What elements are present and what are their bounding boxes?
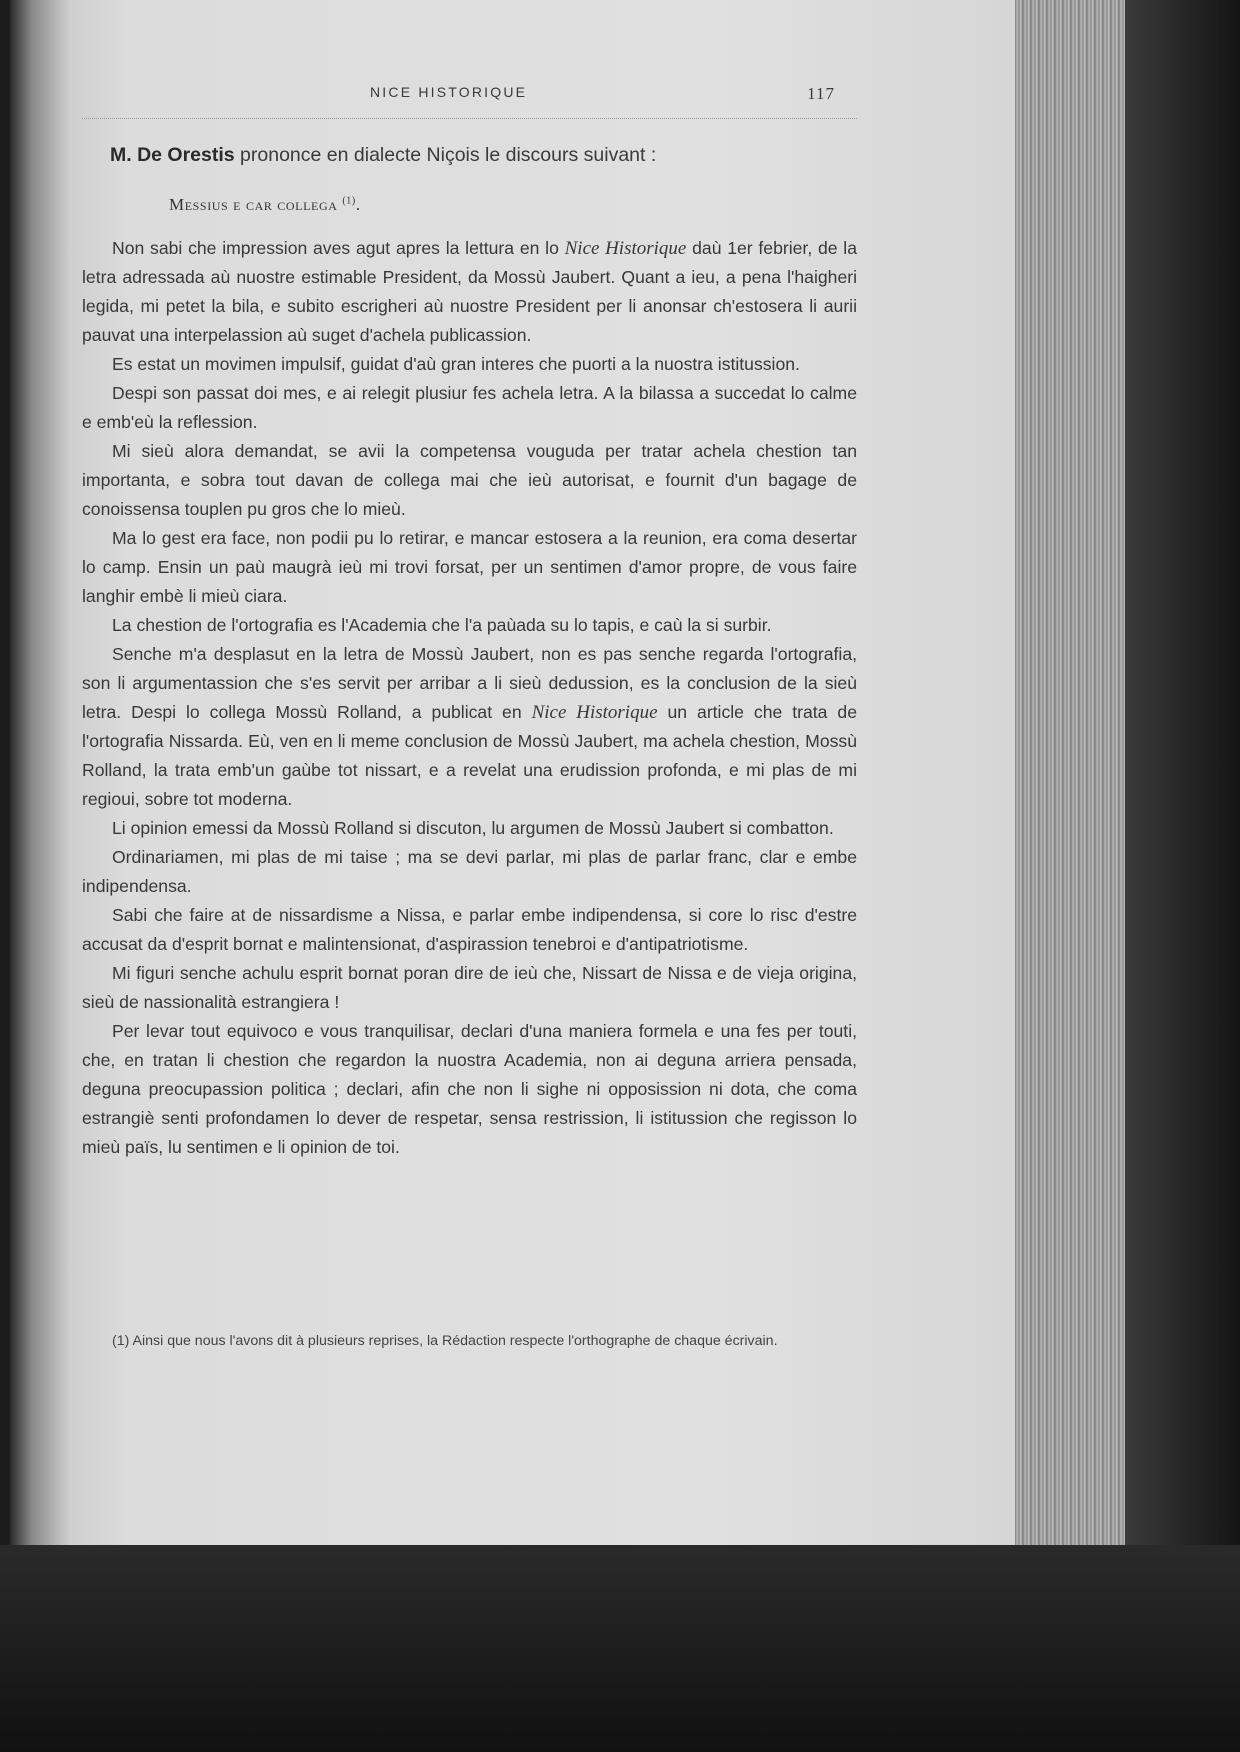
salutation-text: Messius e car collega xyxy=(169,195,338,214)
paragraph-10: Sabi che faire at de nissardisme a Nissa, e parlar embe indipendensa, si core lo risc d'estre accusat da d'esprit bornat e malintensionat, d'aspirassion tenebroi e d'antipatriotisme. xyxy=(82,905,857,954)
running-head xyxy=(82,82,857,119)
speech-body xyxy=(82,234,857,1162)
book-cover-edge xyxy=(1125,0,1240,1752)
paragraph-2: Es estat un movimen impulsif, guidat d'aù gran interes che puorti a la nuostra istitussion. xyxy=(112,354,800,374)
footnote xyxy=(82,1330,857,1352)
paragraph-4: Mi sieù alora demandat, se avii la competensa vouguda per tratar achela chestion tan importanta, e sobra tout davan de collega mai che ieù autorisat, e fournit d'un bagage de conoissensa touplen pu gros che lo mieù. xyxy=(82,441,857,519)
paragraph-text: Non sabi che impression aves agut apres la lettura en lo xyxy=(112,238,565,258)
paragraph-12: Per levar tout equivoco e vous tranquilisar, declari d'una maniera formela e una fes per touti, che, en tratan li chestion che regardon la nuostra Academia, non ai deguna arriera pensada, deguna preocupassion politica ; declari, afin che non li sighe ni opposission ni dota, che coma estrangiè senti profondamen lo dever de respetar, sensa restrission, li istitussion che regisson lo mieù païs, lu sentimen e li opinion de toi. xyxy=(82,1021,857,1157)
paragraph-9: Ordinariamen, mi plas de mi taise ; ma se devi parlar, mi plas de parlar franc, clar e embe indipendensa. xyxy=(82,847,857,896)
speaker-intro xyxy=(110,144,850,167)
scan-background xyxy=(0,1545,1240,1752)
journal-title-italic: Nice Historique xyxy=(564,238,687,259)
paragraph-3: Despi son passat doi mes, e ai relegit plusiur fes achela letra. A la bilassa a succedat lo calme e emb'eù la reflession. xyxy=(82,383,857,432)
paragraph-7 xyxy=(82,640,857,814)
salutation: Messius e car collega $^{(1)}$. xyxy=(169,195,361,214)
journal-title-italic: Nice Historique xyxy=(531,702,658,723)
footnote-text: (1) Ainsi que nous l'avons dit à plusieurs reprises, la Rédaction respecte l'orthographe de chaque écrivain. xyxy=(112,1333,778,1349)
paragraph-text: un article che trata de l'ortografia Nissarda. Eù, ven en li meme conclusion de Mossù Jaubert, ma achela chestion, Mossù Rolland, la trata emb'un gaùbe tot nissart, e a revelat una erudission profonda, e mi plas de mi regioui, sobre tot moderna. xyxy=(82,702,857,809)
paragraph-11: Mi figuri senche achulu esprit bornat poran dire de ieù che, Nissart de Nissa e de vieja origina, sieù de nassionalità estrangiera ! xyxy=(82,963,857,1012)
page-block-edge xyxy=(1015,0,1125,1570)
footnote-reference: (1) xyxy=(342,195,356,207)
paragraph-6: La chestion de l'ortografia es l'Academia che l'a paùada su lo tapis, e caù la si surbir. xyxy=(112,615,772,635)
speaker-name: M. De Orestis xyxy=(110,144,235,166)
paragraph-text: daù 1er febrier, de la letra adressada aù nuostre estimable President, da Mossù Jaubert. Quant a ieu, a pena l'haigheri legida, mi petet la bila, e subito escrigheri aù nuostre President per li anonsar ch'estosera li aurii pauvat una interpelassion aù suget d'achela publicassion. xyxy=(82,238,857,345)
intro-text: prononce en dialecte Niçois le discours suivant : xyxy=(234,144,657,166)
paragraph-text: Senche m'a desplasut en la letra de Mossù Jaubert, non es pas senche regarda l'ortografia, son li argumentassion che s'es servit per arribar a li sieù dedussion, es la conclusion de la sieù letra. Despi lo collega Mossù Rolland, a publicat en xyxy=(82,644,857,722)
page-number: 117 xyxy=(807,84,835,103)
paragraph-8: Li opinion emessi da Mossù Rolland si discuton, lu argumen de Mossù Jaubert si combatton. xyxy=(112,818,834,838)
paragraph-5: Ma lo gest era face, non podii pu lo retirar, e mancar estosera a la reunion, era coma desertar lo camp. Ensin un paù maugrà ieù mi trovi forsat, per un sentimen d'amor propre, de vous faire langhir embè li mieù ciara. xyxy=(82,528,857,606)
journal-title: NICE HISTORIQUE xyxy=(370,84,528,100)
paragraph-1 xyxy=(82,234,857,350)
